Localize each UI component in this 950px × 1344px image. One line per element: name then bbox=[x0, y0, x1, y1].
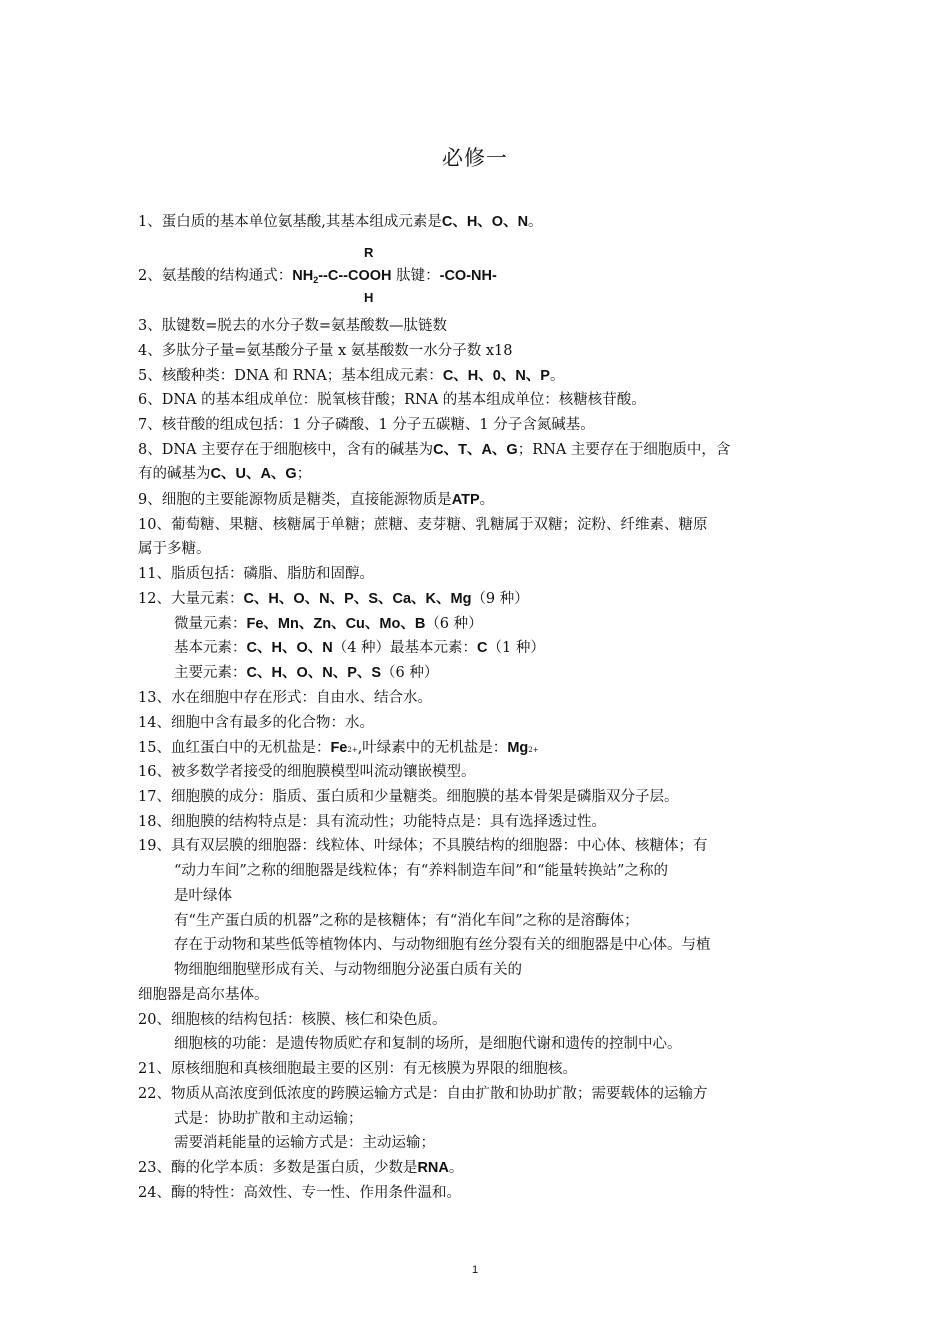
item-19-cont-2: 是叶绿体 bbox=[174, 888, 232, 904]
item-10-cont: 属于多糖。 bbox=[138, 541, 211, 557]
item-1: 1、蛋白质的基本单位氨基酸,其基本组成元素是C、H、O、N。 bbox=[138, 214, 543, 230]
item-19-cont-6: 细胞器是高尔基体。 bbox=[138, 987, 269, 1003]
formula-r-group: R bbox=[364, 245, 374, 260]
item-21: 21、原核细胞和真核细胞最主要的区别：有无核膜为界限的细胞核。 bbox=[138, 1061, 577, 1077]
item-8-cont: 有的碱基为C、U、A、G； bbox=[138, 466, 312, 482]
item-22: 22、物质从高浓度到低浓度的跨膜运输方式是：自由扩散和协助扩散；需要载体的运输方 bbox=[138, 1086, 708, 1102]
item-5: 5、核酸种类：DNA 和 RNA；基本组成元素：C、H、0、N、P。 bbox=[138, 368, 565, 384]
item-7: 7、核苷酸的组成包括：1 分子磷酸、1 分子五碳糖、1 分子含氮碱基。 bbox=[138, 417, 595, 433]
item-14: 14、细胞中含有最多的化合物：水。 bbox=[138, 715, 374, 731]
item-24: 24、酶的特性：高效性、专一性、作用条件温和。 bbox=[138, 1185, 461, 1201]
item-19: 19、具有双层膜的细胞器：线粒体、叶绿体；不具膜结构的细胞器：中心体、核糖体；有 bbox=[138, 838, 708, 854]
item-3: 3、肽键数=脱去的水分子数=氨基酸数—肽链数 bbox=[138, 318, 448, 334]
item-20: 20、细胞核的结构包括：核膜、核仁和染色质。 bbox=[138, 1012, 447, 1028]
item-12-trace: 微量元素：Fe、Mn、Zn、Cu、Mo、B（6 种） bbox=[174, 616, 483, 632]
item-19-cont-3: 有“生产蛋白质的机器”之称的是核糖体；有“消化车间”之称的是溶酶体； bbox=[174, 913, 639, 929]
item-22-cont-1: 式是：协助扩散和主动运输； bbox=[174, 1111, 363, 1127]
item-13: 13、水在细胞中存在形式：自由水、结合水。 bbox=[138, 690, 432, 706]
item-23: 23、酶的化学本质：多数是蛋白质，少数是RNA。 bbox=[138, 1160, 464, 1176]
item-6: 6、DNA 的基本组成单位：脱氧核苷酸；RNA 的基本组成单位：核糖核苷酸。 bbox=[138, 392, 646, 408]
item-19-cont-1: “动力车间”之称的细胞器是线粒体；有“养料制造车间”和“能量转换站”之称的 bbox=[174, 863, 668, 879]
item-8: 8、DNA 主要存在于细胞核中，含有的碱基为C、T、A、G；RNA 主要存在于细胞质中，含 bbox=[138, 442, 731, 458]
item-10: 10、葡萄糖、果糖、核糖属于单糖；蔗糖、麦芽糖、乳糖属于双糖；淀粉、纤维素、糖原 bbox=[138, 517, 708, 533]
item-19-cont-5: 物细胞细胞壁形成有关、与动物细胞分泌蛋白质有关的 bbox=[174, 962, 522, 978]
item-4: 4、多肽分子量=氨基酸分子量 x 氨基酸数一水分子数 x18 bbox=[138, 343, 513, 359]
page-title: 必修一 bbox=[442, 146, 508, 170]
item-12-main: 主要元素：C、H、O、N、P、S（6 种） bbox=[174, 665, 439, 681]
item-11: 11、脂质包括：磷脂、脂肪和固醇。 bbox=[138, 566, 374, 582]
item-17: 17、细胞膜的成分：脂质、蛋白质和少量糖类。细胞膜的基本骨架是磷脂双分子层。 bbox=[138, 789, 679, 805]
item-15: 15、血红蛋白中的无机盐是：Fe2+,叶绿素中的无机盐是：Mg2+ bbox=[138, 740, 539, 756]
item-19-cont-4: 存在于动物和某些低等植物体内、与动物细胞有丝分裂有关的细胞器是中心体。与植 bbox=[174, 937, 711, 953]
page-number: 1 bbox=[471, 1264, 479, 1276]
item-12: 12、大量元素：C、H、O、N、P、S、Ca、K、Mg（9 种） bbox=[138, 591, 529, 607]
item-12-basic: 基本元素：C、H、O、N（4 种）最基本元素：C（1 种） bbox=[174, 640, 545, 656]
item-9: 9、细胞的主要能源物质是糖类，直接能源物质是ATP。 bbox=[138, 492, 495, 508]
item-2: 2、氨基酸的结构通式：$NH_2--C-$-COOH 肽键：-CO-NH- bbox=[138, 268, 497, 285]
item-16: 16、被多数学者接受的细胞膜模型叫流动镶嵌模型。 bbox=[138, 764, 476, 780]
item-22-cont-2: 需要消耗能量的运输方式是：主动运输； bbox=[174, 1135, 435, 1151]
item-20-cont: 细胞核的功能：是遗传物质贮存和复制的场所，是细胞代谢和遗传的控制中心。 bbox=[174, 1036, 682, 1052]
item-18: 18、细胞膜的结构特点是：具有流动性；功能特点是：具有选择透过性。 bbox=[138, 814, 606, 830]
formula-h-group: H bbox=[364, 290, 374, 305]
